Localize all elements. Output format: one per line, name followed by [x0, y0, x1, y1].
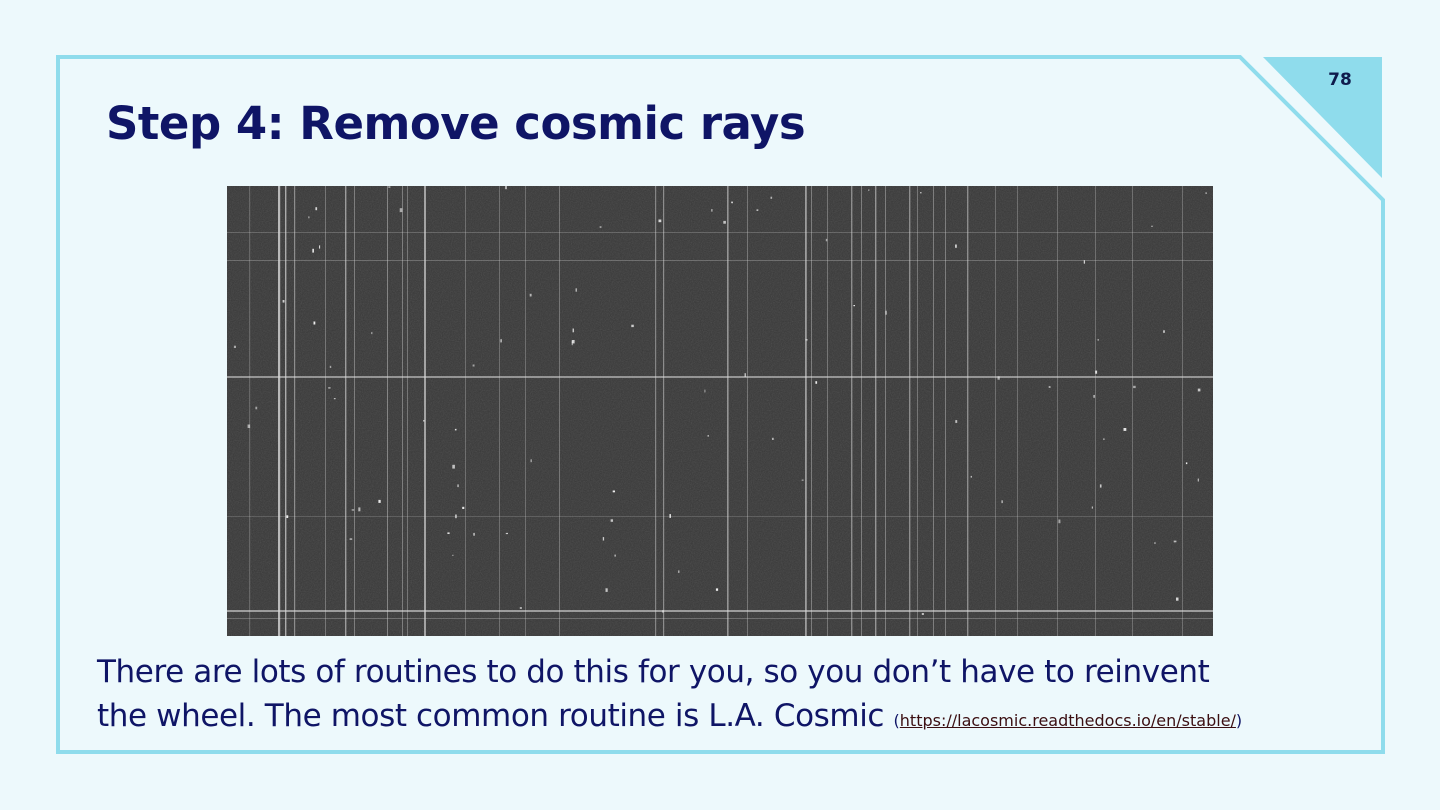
cosmic-ray-hit [600, 226, 602, 228]
cosmic-ray-hit [286, 515, 288, 518]
cosmic-ray-hit [378, 500, 380, 503]
sky-line-vertical [525, 186, 526, 636]
cosmic-ray-hit [283, 300, 285, 303]
sky-line-vertical [345, 186, 346, 636]
sky-line-vertical [325, 186, 326, 636]
sky-line-horizontal [227, 376, 1213, 378]
sky-line-vertical [402, 186, 403, 636]
sky-line-vertical [407, 186, 408, 636]
cosmic-ray-image [227, 186, 1213, 636]
sky-line-vertical [1017, 186, 1018, 636]
cosmic-ray-hit [1163, 330, 1165, 333]
cosmic-ray-hit [447, 532, 449, 534]
sky-line-vertical [861, 186, 862, 636]
cosmic-ray-hit [806, 339, 808, 340]
sky-line-vertical [1095, 186, 1096, 636]
sky-line-vertical [424, 186, 426, 636]
cosmic-ray-hit [312, 249, 314, 253]
sky-line-vertical [559, 186, 560, 636]
cosmic-ray-hit [1186, 462, 1187, 464]
sky-line-vertical [655, 186, 656, 636]
sky-line-vertical [465, 186, 466, 636]
cosmic-ray-hit [308, 216, 309, 218]
sky-line-vertical [811, 186, 812, 636]
cosmic-ray-hit [457, 484, 458, 487]
sky-line-vertical [663, 186, 664, 636]
cosmic-ray-hit [708, 435, 709, 437]
cosmic-ray-hit [455, 515, 457, 519]
cosmic-ray-hit [319, 245, 320, 248]
link-open-paren: ( [893, 711, 900, 730]
cosmic-ray-hit [1058, 520, 1060, 524]
cosmic-ray-hit [500, 339, 501, 342]
page-number: 78 [1328, 70, 1352, 90]
cosmic-ray-hit [772, 438, 773, 440]
cosmic-ray-hit [248, 425, 251, 429]
cosmic-ray-hit [506, 533, 508, 534]
sky-line-horizontal [227, 618, 1213, 619]
cosmic-ray-hit [505, 186, 507, 189]
cosmic-ray-hit [572, 340, 575, 343]
sky-line-vertical [249, 186, 250, 636]
cosmic-ray-hit [330, 366, 331, 368]
cosmic-ray-hit [704, 390, 705, 393]
sky-line-horizontal [227, 232, 1213, 233]
sky-line-vertical [285, 186, 286, 636]
cosmic-ray-hit [723, 221, 726, 224]
cosmic-ray-hit [659, 220, 662, 223]
sky-line-horizontal [227, 260, 1213, 261]
cosmic-ray-hit [615, 555, 616, 557]
cosmic-ray-hit [234, 346, 236, 348]
link-wrapper [894, 711, 1243, 730]
cosmic-ray-hit [920, 192, 921, 193]
cosmic-ray-hit [1154, 542, 1156, 543]
image-noise [227, 186, 1213, 636]
sky-line-vertical [933, 186, 934, 636]
lacosmic-link[interactable]: https://lacosmic.readthedocs.io/en/stable/ [899, 711, 1236, 730]
caption-line-1: There are lots of routines to do this for you, so you don’t have to reinvent [97, 654, 1210, 690]
cosmic-ray-hit [998, 376, 1000, 379]
cosmic-ray-hit [388, 186, 390, 187]
cosmic-ray-hit [711, 209, 713, 212]
cosmic-ray-hit [328, 387, 330, 388]
sky-line-vertical [885, 186, 886, 636]
cosmic-ray-hit [815, 381, 817, 384]
sky-line-vertical [278, 186, 280, 636]
cosmic-ray-hit [757, 209, 759, 211]
caption [97, 650, 1357, 743]
cosmic-ray-hit [853, 305, 855, 306]
cosmic-ray-hit [455, 429, 457, 431]
cosmic-ray-hit [731, 202, 733, 204]
cosmic-ray-hit [716, 588, 718, 590]
cosmic-ray-hit [1001, 500, 1003, 503]
cosmic-ray-hit [334, 398, 336, 399]
sky-line-vertical [827, 186, 828, 636]
sky-line-vertical [945, 186, 946, 636]
cosmic-ray-hit [400, 208, 403, 212]
cosmic-ray-hit [315, 207, 317, 210]
sky-line-vertical [909, 186, 910, 636]
sky-line-vertical [294, 186, 295, 636]
sky-line-horizontal [227, 610, 1213, 612]
sky-line-vertical [354, 186, 355, 636]
cosmic-ray-hit [745, 373, 746, 377]
cosmic-ray-hit [771, 197, 773, 199]
cosmic-ray-hit [452, 555, 453, 556]
cosmic-ray-hit [473, 365, 475, 367]
sky-line-vertical [995, 186, 996, 636]
cosmic-ray-hit [520, 607, 522, 608]
sky-line-vertical [1057, 186, 1058, 636]
cosmic-ray-hit [1198, 389, 1201, 392]
cosmic-ray-hit [1198, 479, 1199, 482]
cosmic-ray-hit [576, 288, 578, 291]
cosmic-ray-hit [371, 332, 372, 334]
sky-line-vertical [387, 186, 388, 636]
cosmic-ray-hit [255, 407, 257, 410]
sky-line-vertical [967, 186, 968, 636]
sky-line-vertical [727, 186, 729, 636]
cosmic-ray-hit [358, 507, 360, 511]
cosmic-ray-hit [350, 538, 353, 540]
cosmic-ray-hit [462, 507, 464, 509]
cosmic-ray-hit [955, 245, 957, 248]
cosmic-ray-hit [669, 514, 671, 518]
cosmic-ray-hit [573, 329, 574, 333]
sky-line-vertical [805, 186, 807, 636]
cosmic-ray-hit [826, 239, 828, 241]
caption-line-2: the wheel. The most common routine is L.A. Cosmic [97, 698, 885, 734]
sky-line-vertical [875, 186, 876, 636]
cosmic-ray-hit [531, 459, 532, 462]
ccd-frame-image [227, 186, 1213, 636]
cosmic-ray-hit [631, 325, 634, 327]
cosmic-ray-hit [922, 613, 924, 615]
cosmic-ray-hit [1095, 371, 1097, 374]
sky-line-vertical [747, 186, 748, 636]
sky-line-vertical [1132, 186, 1133, 636]
cosmic-ray-hit [1098, 339, 1099, 341]
cosmic-ray-hit [452, 465, 455, 469]
cosmic-ray-hit [352, 509, 355, 510]
cosmic-ray-hit [868, 189, 869, 191]
cosmic-ray-hit [885, 311, 886, 315]
cosmic-ray-hit [530, 294, 532, 297]
cosmic-ray-hit [678, 570, 679, 573]
sky-line-vertical [499, 186, 500, 636]
cosmic-ray-hit [611, 519, 613, 522]
cosmic-ray-hit [1092, 507, 1093, 509]
cosmic-ray-hit [1133, 386, 1136, 388]
cosmic-ray-hit [1206, 192, 1207, 194]
cosmic-ray-hit [314, 322, 316, 325]
sky-line-horizontal [227, 516, 1213, 517]
cosmic-ray-hit [802, 480, 804, 481]
sky-line-vertical [917, 186, 918, 636]
cosmic-ray-hit [971, 476, 972, 478]
cosmic-ray-hit [603, 537, 604, 540]
cosmic-ray-hit [1084, 260, 1085, 264]
cosmic-ray-hit [955, 420, 957, 423]
cosmic-ray-hit [1093, 395, 1094, 398]
cosmic-ray-hit [662, 610, 663, 612]
cosmic-ray-hit [1100, 484, 1102, 487]
cosmic-ray-hit [606, 588, 608, 592]
cosmic-ray-hit [1103, 438, 1104, 440]
cosmic-ray-hit [473, 533, 475, 536]
cosmic-ray-hit [1176, 598, 1179, 601]
cosmic-ray-hit [1174, 541, 1177, 543]
cosmic-ray-hit [1124, 428, 1127, 431]
sky-line-vertical [1182, 186, 1183, 636]
cosmic-ray-hit [423, 420, 425, 421]
sky-line-vertical [851, 186, 852, 636]
slide-title: Step 4: Remove cosmic rays [106, 97, 806, 150]
cosmic-ray-hit [1151, 226, 1153, 227]
link-close-paren: ) [1235, 711, 1243, 730]
cosmic-ray-hit [1049, 386, 1051, 388]
cosmic-ray-hit [613, 491, 615, 493]
